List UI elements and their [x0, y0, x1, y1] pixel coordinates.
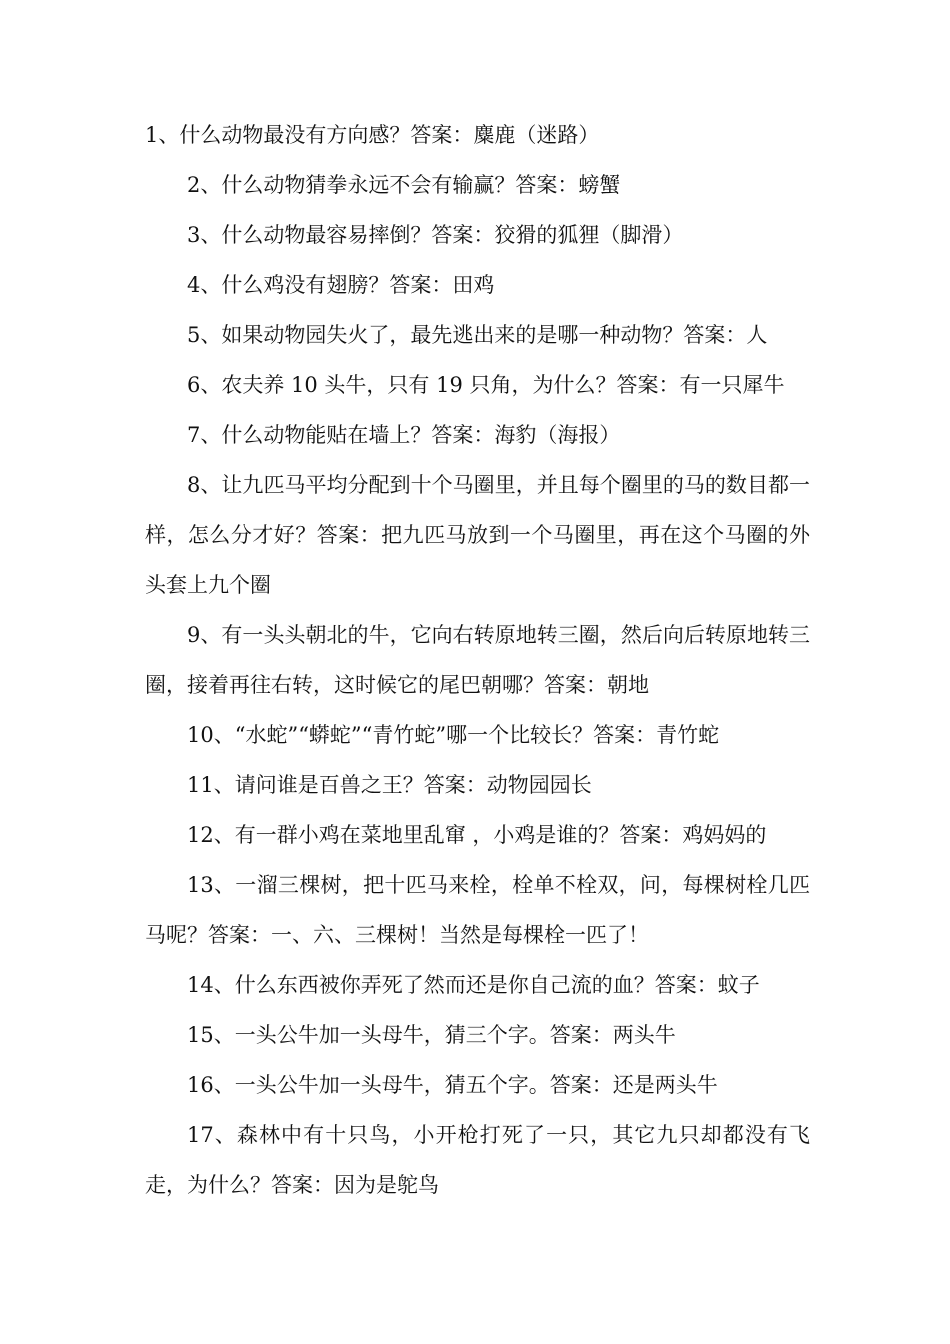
riddle-item-12: 12、有一群小鸡在菜地里乱窜 ，小鸡是谁的？答案：鸡妈妈的	[187, 823, 767, 847]
riddle-item-15: 15、一头公牛加一头母牛，猜三个字。答案：两头牛	[187, 1023, 676, 1047]
riddle-item-17: 17、森林中有十只鸟，小开枪打死了一只，其它九只却都没有飞走，为什么？答案：因为是鸵鸟	[145, 1123, 810, 1197]
riddle-item-2: 2、什么动物猜拳永远不会有输赢？答案：螃蟹	[187, 173, 621, 197]
riddle-item-10: 10、“水蛇”“蟒蛇”“青竹蛇”哪一个比较长？答案：青竹蛇	[187, 723, 720, 747]
riddle-item-13: 13、一溜三棵树，把十匹马来栓，栓单不栓双，问，每棵树栓几匹马呢？答案：一、六、三棵树！当然是每棵栓一匹了！	[145, 873, 810, 947]
riddle-list	[145, 110, 810, 1210]
riddle-item-6: 6、农夫养 10 头牛，只有 19 只角，为什么？答案：有一只犀牛	[187, 373, 785, 397]
riddle-item-7: 7、什么动物能贴在墙上？答案：海豹（海报）	[187, 423, 621, 447]
riddle-item-16: 16、一头公牛加一头母牛，猜五个字。答案：还是两头牛	[187, 1073, 718, 1097]
riddle-item-11: 11、请问谁是百兽之王？答案：动物园园长	[187, 773, 592, 797]
riddle-item-1: 1、什么动物最没有方向感？答案：麋鹿（迷路）	[145, 123, 600, 147]
riddle-item-14: 14、什么东西被你弄死了然而还是你自己流的血？答案：蚊子	[187, 973, 760, 997]
riddle-item-8: 8、让九匹马平均分配到十个马圈里，并且每个圈里的马的数目都一样，怎么分才好？答案：把九匹马放到一个马圈里，再在这个马圈的外头套上九个圈	[145, 473, 810, 597]
riddle-item-9: 9、有一头头朝北的牛，它向右转原地转三圈，然后向后转原地转三圈，接着再往右转，这时候它的尾巴朝哪？答案：朝地	[145, 623, 810, 697]
riddle-item-5: 5、如果动物园失火了，最先逃出来的是哪一种动物？答案：人	[187, 323, 768, 347]
riddle-item-3: 3、什么动物最容易摔倒？答案：狡猾的狐狸（脚滑）	[187, 223, 684, 247]
riddle-item-4: 4、什么鸡没有翅膀？答案：田鸡	[187, 273, 495, 297]
